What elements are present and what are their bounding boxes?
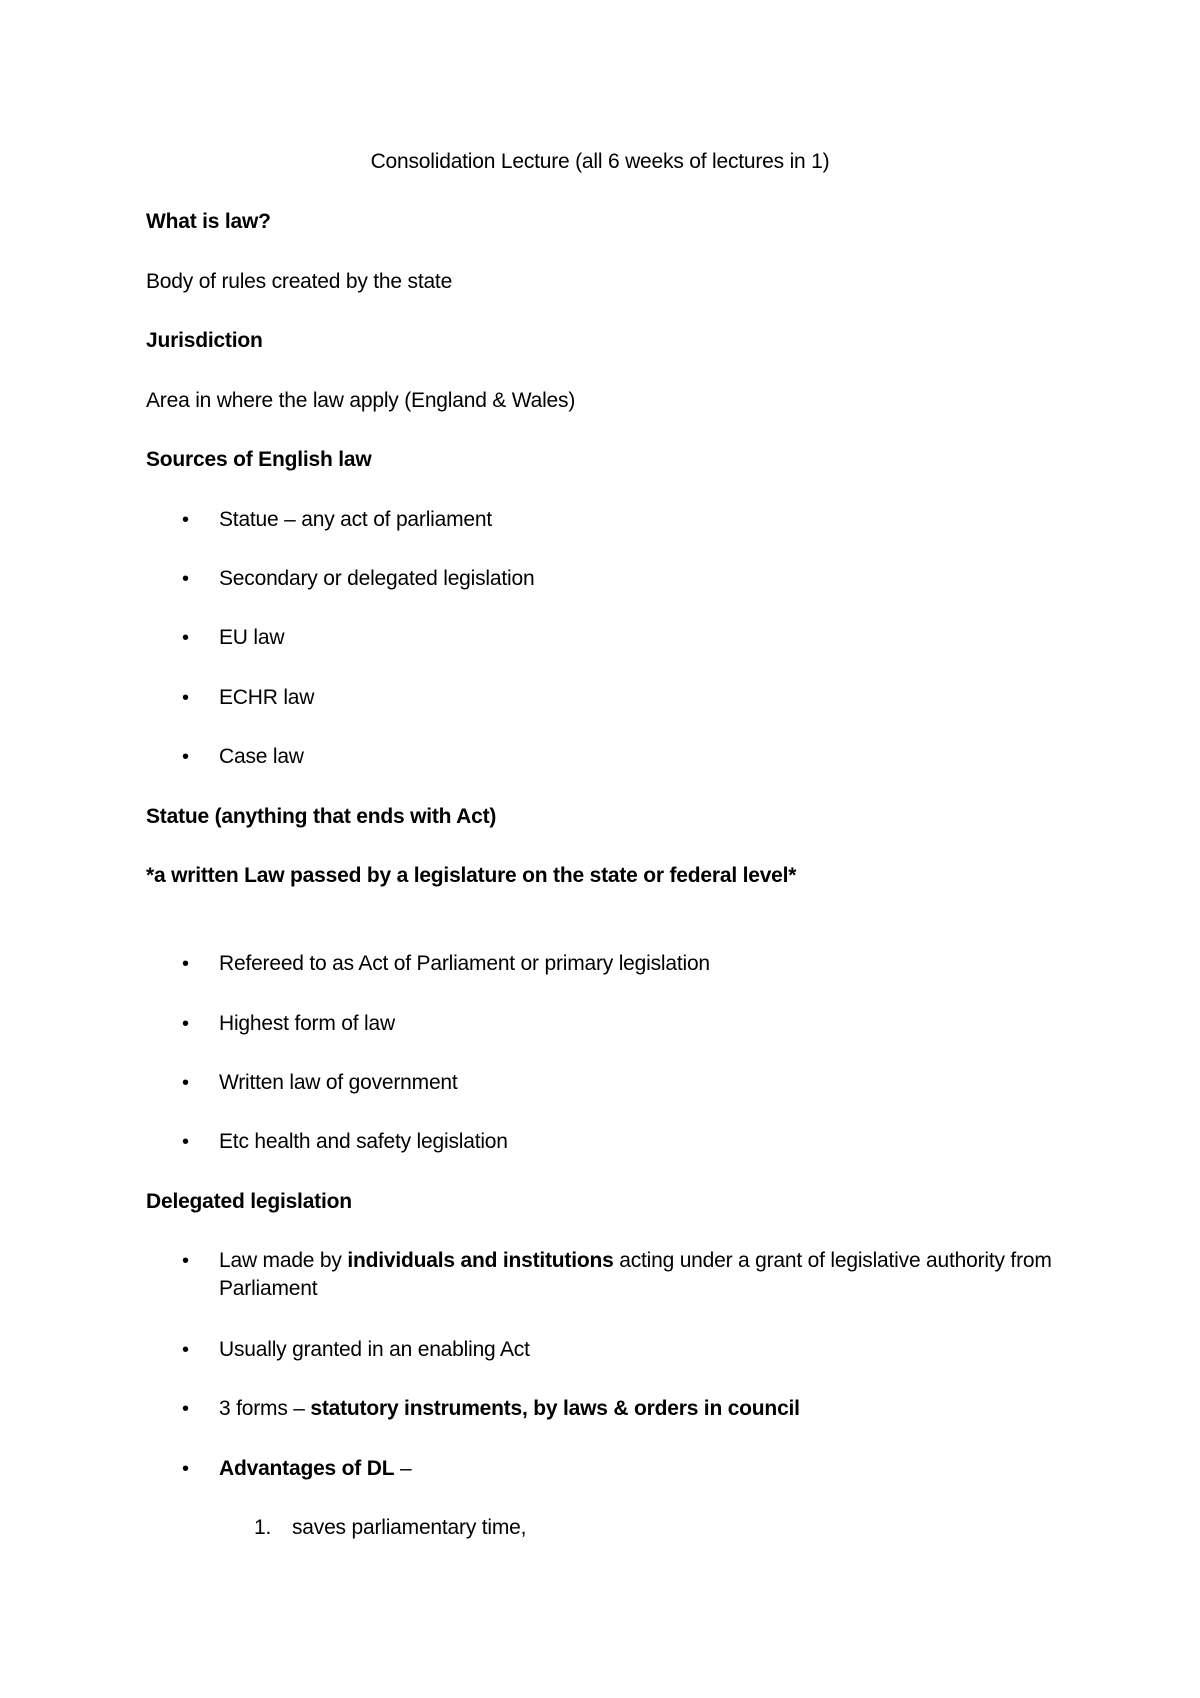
bullet-icon: • bbox=[182, 509, 189, 531]
list-item-text: Written law of government bbox=[219, 1071, 458, 1094]
bullet-icon: • bbox=[182, 687, 189, 709]
bullet-icon: • bbox=[182, 1398, 189, 1420]
bullet-icon: • bbox=[182, 1458, 189, 1480]
bullet-icon: • bbox=[182, 1131, 189, 1153]
text-run-bold: Advantages of DL bbox=[219, 1457, 395, 1480]
list-item-text: Statue – any act of parliament bbox=[219, 508, 492, 531]
list-item-text: Usually granted in an enabling Act bbox=[219, 1338, 530, 1361]
bullet-icon: • bbox=[182, 627, 189, 649]
list-item-text: saves parliamentary time, bbox=[292, 1516, 527, 1539]
list-item-text: Highest form of law bbox=[219, 1012, 395, 1035]
list-item-text: Case law bbox=[219, 745, 304, 768]
list-item-text: Etc health and safety legislation bbox=[219, 1130, 508, 1153]
statue-definition: *a written Law passed by a legislature on the state or federal level* bbox=[146, 864, 797, 887]
list-item-text bbox=[219, 1455, 411, 1483]
list-item-text bbox=[219, 1247, 1059, 1303]
heading-statue: Statue (anything that ends with Act) bbox=[146, 805, 497, 828]
text-run: 3 forms – bbox=[219, 1397, 311, 1420]
list-item-text: Secondary or delegated legislation bbox=[219, 567, 535, 590]
paragraph-what-is-law: Body of rules created by the state bbox=[146, 270, 453, 293]
list-number: 1. bbox=[254, 1516, 272, 1539]
list-item-text: EU law bbox=[219, 626, 285, 649]
bullet-icon: • bbox=[182, 1250, 189, 1272]
text-run: Law made by bbox=[219, 1249, 348, 1272]
text-run: acting under a grant of legislative authority from Parliament bbox=[219, 1249, 1052, 1300]
text-run-bold: statutory instruments, by laws & orders in council bbox=[310, 1397, 800, 1420]
bullet-icon: • bbox=[182, 568, 189, 590]
heading-jurisdiction: Jurisdiction bbox=[146, 329, 263, 352]
text-run-bold: individuals and institutions bbox=[347, 1249, 614, 1272]
bullet-icon: • bbox=[182, 1072, 189, 1094]
list-item-text: ECHR law bbox=[219, 686, 315, 709]
text-run: – bbox=[394, 1457, 412, 1480]
heading-what-is-law: What is law? bbox=[146, 210, 271, 233]
bullet-icon: • bbox=[182, 746, 189, 768]
bullet-icon: • bbox=[182, 1013, 189, 1035]
list-item-text: Refereed to as Act of Parliament or primary legislation bbox=[219, 952, 710, 975]
bullet-icon: • bbox=[182, 953, 189, 975]
heading-sources: Sources of English law bbox=[146, 448, 372, 471]
paragraph-jurisdiction: Area in where the law apply (England & Wales) bbox=[146, 389, 576, 412]
list-item-text bbox=[219, 1395, 800, 1423]
heading-delegated: Delegated legislation bbox=[146, 1190, 352, 1213]
bullet-icon: • bbox=[182, 1339, 189, 1361]
page-title: Consolidation Lecture (all 6 weeks of lectures in 1) bbox=[370, 150, 830, 173]
